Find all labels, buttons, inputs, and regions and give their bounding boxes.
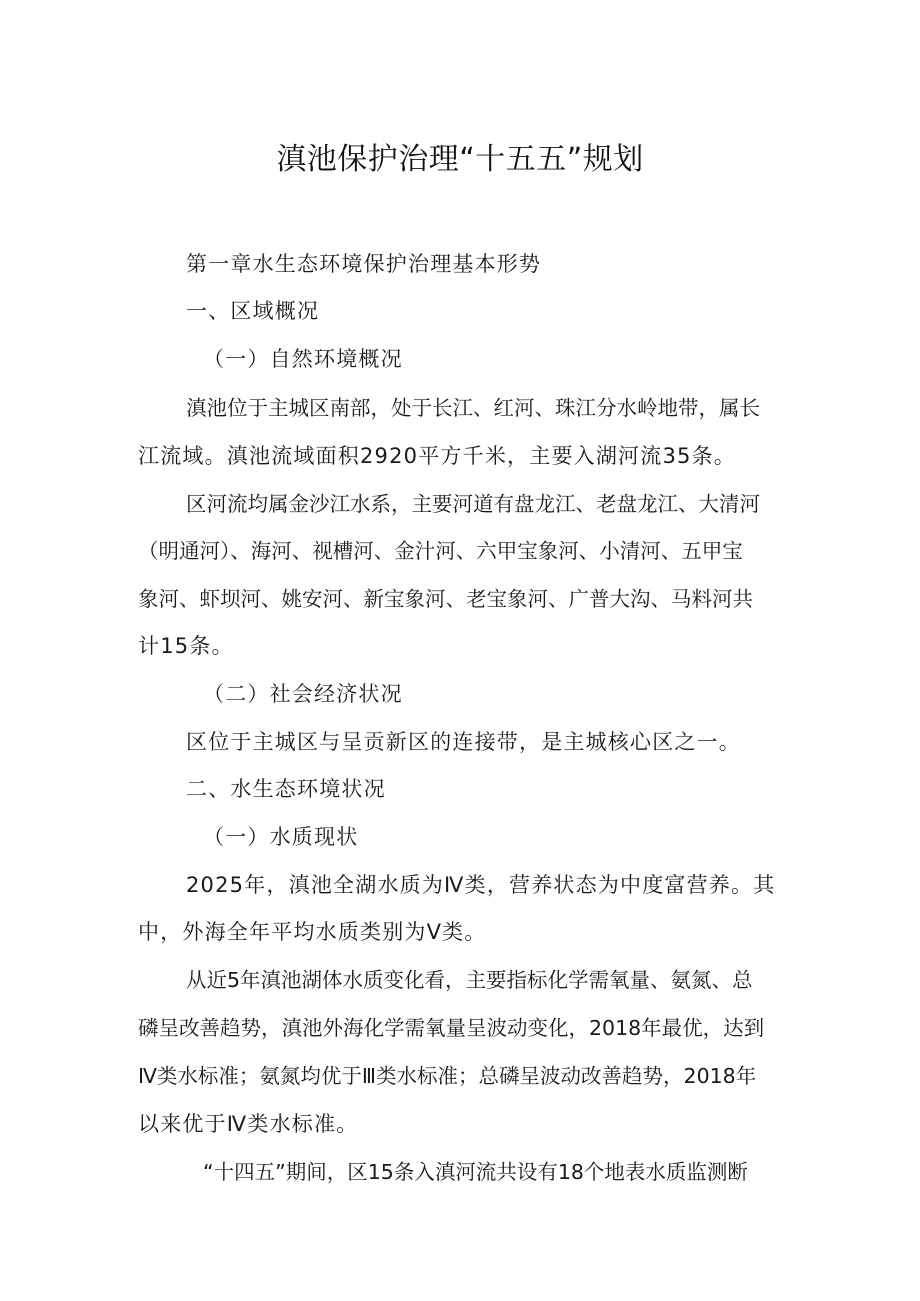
paragraph-line: 计15条。 (138, 634, 234, 658)
paragraph-line: 以来优于Ⅳ类水标准。 (138, 1112, 359, 1136)
paragraph-line: 磷呈改善趋势，滇池外海化学需氧量呈波动变化，2018年最优，达到 (138, 1016, 765, 1040)
subsection-heading: （一）自然环境概况 (203, 347, 403, 371)
paragraph-line: 区位于主城区与呈贡新区的连接带，是主城核心区之一。 (186, 730, 741, 754)
document-title: 滇池保护治理“十五五”规划 (276, 142, 644, 177)
paragraph-line: 2025年，滇池全湖水质为Ⅳ类，营养状态为中度富营养。其 (186, 873, 776, 897)
paragraph-line: 中，外海全年平均水质类别为Ⅴ类。 (138, 920, 487, 944)
paragraph-line: 滇池位于主城区南部，处于长江、红河、珠江分水岭地带，属长 (186, 396, 760, 420)
subsection-heading: （二）社会经济状况 (203, 682, 403, 706)
section-heading: 二、水生态环境状况 (186, 777, 386, 801)
paragraph-line: Ⅳ类水标准；氨氮均优于Ⅲ类水标准；总磷呈波动改善趋势，2018年 (138, 1064, 757, 1088)
paragraph-line: “十四五”期间，区15条入滇河流共设有18个地表水质监测断 (203, 1160, 748, 1184)
paragraph-line: 江流域。滇池流域面积2920平方千米，主要入湖河流35条。 (138, 444, 736, 468)
paragraph-line: 象河、虾坝河、姚安河、新宝象河、老宝象河、广普大沟、马料河共 (138, 587, 753, 611)
section-heading: 一、区域概况 (186, 299, 320, 323)
paragraph-line: 区河流均属金沙江水系，主要河道有盘龙江、老盘龙江、大清河 (186, 492, 760, 516)
subsection-heading: （一）水质现状 (203, 825, 359, 849)
chapter-heading: 第一章水生态环境保护治理基本形势 (186, 252, 542, 276)
paragraph-line: 从近5年滇池湖体水质变化看，主要指标化学需氧量、氨氮、总 (186, 968, 753, 992)
paragraph-line: （明通河）、海河、视槽河、金汁河、六甲宝象河、小清河、五甲宝 (138, 539, 743, 563)
